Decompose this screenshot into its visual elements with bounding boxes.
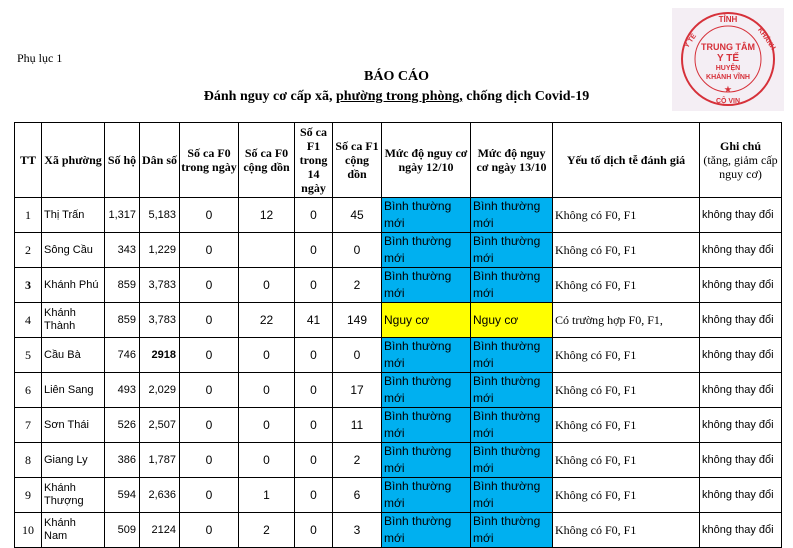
cell-note: không thay đổi xyxy=(700,408,782,443)
cell-f0-today: 0 xyxy=(180,198,239,233)
cell-population: 1,787 xyxy=(140,443,180,478)
cell-commune: Giang Ly xyxy=(42,443,105,478)
header-f0-cumulative: Số ca F0 cộng dồn xyxy=(239,123,295,198)
subtitle-underlined: phường trong phòng, xyxy=(336,89,463,104)
cell-tt: 7 xyxy=(15,408,42,443)
cell-risk-1310: Bình thường mới xyxy=(471,478,553,513)
table-row xyxy=(15,513,782,548)
cell-note: không thay đổi xyxy=(700,233,782,268)
cell-note: không thay đổi xyxy=(700,338,782,373)
cell-households: 343 xyxy=(105,233,140,268)
cell-risk-1310: Bình thường mới xyxy=(471,408,553,443)
cell-risk-1210: Nguy cơ xyxy=(382,303,471,338)
cell-households: 594 xyxy=(105,478,140,513)
cell-tt: 5 xyxy=(15,338,42,373)
cell-f1-14days: 41 xyxy=(295,303,333,338)
cell-f0-cumulative: 0 xyxy=(239,443,295,478)
cell-f0-today: 0 xyxy=(180,443,239,478)
cell-factor: Không có F0, F1 xyxy=(553,268,700,303)
cell-commune: Khánh Thượng xyxy=(42,478,105,513)
cell-f1-14days: 0 xyxy=(295,233,333,268)
cell-note: không thay đổi xyxy=(700,513,782,548)
cell-risk-1310: Bình thường mới xyxy=(471,233,553,268)
cell-commune: Cầu Bà xyxy=(42,338,105,373)
cell-population: 1,229 xyxy=(140,233,180,268)
table-header-row xyxy=(15,123,782,198)
cell-population: 2,636 xyxy=(140,478,180,513)
cell-tt: 1 xyxy=(15,198,42,233)
cell-population: 5,183 xyxy=(140,198,180,233)
cell-f0-today: 0 xyxy=(180,268,239,303)
cell-f1-14days: 0 xyxy=(295,268,333,303)
subtitle-part-1: Đánh nguy cơ cấp xã, xyxy=(203,89,337,104)
cell-note: không thay đổi xyxy=(700,303,782,338)
cell-f1-cumulative: 0 xyxy=(333,233,382,268)
cell-f0-cumulative: 0 xyxy=(239,338,295,373)
table-row xyxy=(15,303,782,338)
official-stamp xyxy=(672,8,784,111)
cell-f0-today: 0 xyxy=(180,233,239,268)
cell-households: 386 xyxy=(105,443,140,478)
stamp-line-2: Y TẾ xyxy=(716,53,740,64)
cell-risk-1210: Bình thường mới xyxy=(382,233,471,268)
table-row xyxy=(15,268,782,303)
stamp-right-text: KHÁNH xyxy=(756,26,777,52)
table-row xyxy=(15,443,782,478)
cell-population: 2,507 xyxy=(140,408,180,443)
cell-f0-cumulative: 0 xyxy=(239,408,295,443)
cell-commune: Khánh Phú xyxy=(42,268,105,303)
cell-commune: Liên Sang xyxy=(42,373,105,408)
cell-f1-14days: 0 xyxy=(295,373,333,408)
stamp-line-4: KHÁNH VĨNH xyxy=(706,74,750,81)
cell-f0-cumulative: 1 xyxy=(239,478,295,513)
header-commune: Xã phường xyxy=(42,123,105,198)
stamp-top-text: TỈNH xyxy=(718,15,738,24)
cell-f0-cumulative: 12 xyxy=(239,198,295,233)
header-households: Số hộ xyxy=(105,123,140,198)
cell-f1-cumulative: 11 xyxy=(333,408,382,443)
cell-tt: 10 xyxy=(15,513,42,548)
cell-f0-cumulative xyxy=(239,233,295,268)
subtitle-part-2: chống dịch Covid-19 xyxy=(462,89,590,104)
table-row xyxy=(15,233,782,268)
cell-tt: 6 xyxy=(15,373,42,408)
stamp-left-text: Y TẾ xyxy=(683,32,699,50)
cell-note: không thay đổi xyxy=(700,373,782,408)
cell-risk-1310: Bình thường mới xyxy=(471,268,553,303)
cell-risk-1210: Bình thường mới xyxy=(382,198,471,233)
table-row xyxy=(15,198,782,233)
stamp-bottom-text: CỘ VIN xyxy=(715,98,741,105)
cell-f1-cumulative: 0 xyxy=(333,338,382,373)
cell-tt: 2 xyxy=(15,233,42,268)
cell-f0-today: 0 xyxy=(180,373,239,408)
risk-assessment-table xyxy=(14,122,782,548)
cell-commune: Thị Trấn xyxy=(42,198,105,233)
stamp-star-icon: ★ xyxy=(724,85,732,94)
cell-f1-cumulative: 2 xyxy=(333,443,382,478)
cell-risk-1210: Bình thường mới xyxy=(382,443,471,478)
cell-tt: 9 xyxy=(15,478,42,513)
cell-factor: Không có F0, F1 xyxy=(553,478,700,513)
cell-households: 746 xyxy=(105,338,140,373)
cell-factor: Không có F0, F1 xyxy=(553,233,700,268)
cell-factor: Không có F0, F1 xyxy=(553,373,700,408)
cell-commune: Khánh Nam xyxy=(42,513,105,548)
cell-factor: Không có F0, F1 xyxy=(553,198,700,233)
cell-f1-14days: 0 xyxy=(295,198,333,233)
stamp-line-3: HUYỆN xyxy=(715,65,741,72)
cell-households: 859 xyxy=(105,303,140,338)
cell-factor: Có trường hợp F0, F1, xyxy=(553,303,700,338)
cell-factor: Không có F0, F1 xyxy=(553,408,700,443)
cell-f0-today: 0 xyxy=(180,408,239,443)
cell-f0-cumulative: 22 xyxy=(239,303,295,338)
header-risk-1210: Mức độ nguy cơ ngày 12/10 xyxy=(382,123,471,198)
header-f0-today: Số ca F0 trong ngày xyxy=(180,123,239,198)
cell-commune: Khánh Thành xyxy=(42,303,105,338)
cell-risk-1310: Bình thường mới xyxy=(471,443,553,478)
cell-f1-cumulative: 3 xyxy=(333,513,382,548)
cell-f1-14days: 0 xyxy=(295,443,333,478)
cell-population: 2124 xyxy=(140,513,180,548)
cell-f0-today: 0 xyxy=(180,338,239,373)
cell-factor: Không có F0, F1 xyxy=(553,443,700,478)
table-row xyxy=(15,338,782,373)
cell-f1-14days: 0 xyxy=(295,338,333,373)
cell-f1-cumulative: 149 xyxy=(333,303,382,338)
cell-risk-1210: Bình thường mới xyxy=(382,408,471,443)
cell-risk-1310: Bình thường mới xyxy=(471,338,553,373)
cell-factor: Không có F0, F1 xyxy=(553,338,700,373)
cell-f1-14days: 0 xyxy=(295,513,333,548)
cell-f1-cumulative: 6 xyxy=(333,478,382,513)
cell-tt: 3 xyxy=(15,268,42,303)
cell-f1-14days: 0 xyxy=(295,408,333,443)
report-title: BÁO CÁO xyxy=(364,69,429,84)
cell-note: không thay đổi xyxy=(700,443,782,478)
cell-population: 2,029 xyxy=(140,373,180,408)
appendix-label: Phụ lục 1 xyxy=(17,51,63,65)
cell-risk-1210: Bình thường mới xyxy=(382,513,471,548)
cell-factor: Không có F0, F1 xyxy=(553,513,700,548)
cell-f1-cumulative: 17 xyxy=(333,373,382,408)
cell-note: không thay đổi xyxy=(700,198,782,233)
cell-f1-14days: 0 xyxy=(295,478,333,513)
cell-risk-1310: Bình thường mới xyxy=(471,198,553,233)
cell-f1-cumulative: 45 xyxy=(333,198,382,233)
table-row xyxy=(15,408,782,443)
cell-f0-cumulative: 0 xyxy=(239,268,295,303)
cell-risk-1210: Bình thường mới xyxy=(382,478,471,513)
cell-households: 509 xyxy=(105,513,140,548)
cell-households: 526 xyxy=(105,408,140,443)
header-note xyxy=(700,123,782,198)
cell-f0-today: 0 xyxy=(180,478,239,513)
header-risk-1310: Mức độ nguy cơ ngày 13/10 xyxy=(471,123,553,198)
header-tt: TT xyxy=(15,123,42,198)
cell-households: 1,317 xyxy=(105,198,140,233)
cell-f1-cumulative: 2 xyxy=(333,268,382,303)
table-row xyxy=(15,478,782,513)
header-note-sub: (tăng, giảm cấp nguy cơ) xyxy=(703,153,778,181)
cell-f0-cumulative: 2 xyxy=(239,513,295,548)
cell-risk-1210: Bình thường mới xyxy=(382,373,471,408)
cell-population: 3,783 xyxy=(140,268,180,303)
cell-tt: 8 xyxy=(15,443,42,478)
header-f1-14days: Số ca F1 trong 14 ngày xyxy=(295,123,333,198)
cell-households: 493 xyxy=(105,373,140,408)
cell-commune: Sông Cầu xyxy=(42,233,105,268)
cell-risk-1210: Bình thường mới xyxy=(382,338,471,373)
cell-f0-cumulative: 0 xyxy=(239,373,295,408)
header-f1-cumulative: Số ca F1 cộng dồn xyxy=(333,123,382,198)
cell-commune: Sơn Thái xyxy=(42,408,105,443)
cell-households: 859 xyxy=(105,268,140,303)
cell-population: 2918 xyxy=(140,338,180,373)
cell-risk-1210: Bình thường mới xyxy=(382,268,471,303)
cell-note: không thay đổi xyxy=(700,268,782,303)
table-row xyxy=(15,373,782,408)
cell-risk-1310: Bình thường mới xyxy=(471,373,553,408)
cell-tt: 4 xyxy=(15,303,42,338)
stamp-line-1: TRUNG TÂM xyxy=(701,42,755,52)
cell-risk-1310: Bình thường mới xyxy=(471,513,553,548)
stamp-seal-icon xyxy=(672,8,784,111)
cell-note: không thay đổi xyxy=(700,478,782,513)
cell-f0-today: 0 xyxy=(180,303,239,338)
header-population: Dân số xyxy=(140,123,180,198)
cell-population: 3,783 xyxy=(140,303,180,338)
cell-risk-1310: Nguy cơ xyxy=(471,303,553,338)
header-factor: Yếu tố dịch tễ đánh giá xyxy=(553,123,700,198)
cell-f0-today: 0 xyxy=(180,513,239,548)
header-note-title: Ghi chú xyxy=(719,139,761,153)
